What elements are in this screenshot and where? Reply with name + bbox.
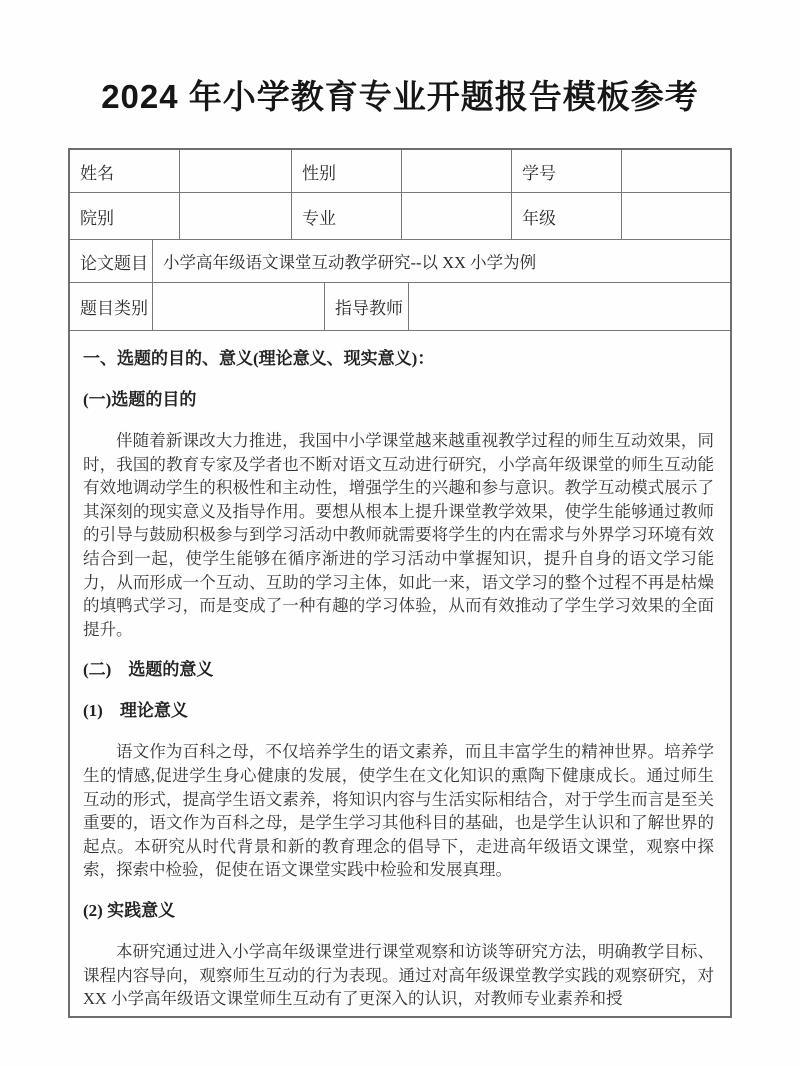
gender-value-cell (402, 150, 512, 192)
major-label: 专业 (292, 193, 402, 239)
proposal-info-table (68, 148, 732, 1018)
topic-category-label: 题目类别 (70, 283, 153, 330)
grade-label: 年级 (512, 193, 622, 239)
student-id-value-cell (622, 150, 730, 192)
table-row (70, 193, 730, 240)
grade-value-cell (622, 193, 730, 239)
name-label: 姓名 (70, 150, 180, 192)
practical-significance-heading: (2) 实践意义 (83, 900, 176, 920)
body-cell (70, 331, 730, 1016)
practical-significance-paragraph: 本研究通过进入小学高年级课堂进行课堂观察和访谈等研究方法，明确教学目标、课程内容导向，观察师生互动的行为表现。通过对高年级课堂教学实践的观察研究，对 XX 小学高年级语文课堂师生互动有了更深入的认识，对教师专业素养和授 (83, 941, 714, 1009)
major-value-cell (402, 193, 512, 239)
theoretical-significance-heading: (1) 理论意义 (83, 701, 188, 721)
section1-heading: (一)选题的目的 (83, 390, 197, 409)
table-row (70, 283, 730, 331)
advisor-label: 指导教师 (325, 283, 409, 330)
advisor-value-cell (409, 283, 730, 330)
thesis-title-label: 论文题目 (70, 240, 153, 282)
department-value-cell (180, 193, 292, 239)
gender-label: 性别 (292, 150, 402, 192)
department-label: 院别 (70, 193, 180, 239)
topic-category-value-cell (153, 283, 325, 330)
student-id-label: 学号 (512, 150, 622, 192)
section1-paragraph: 伴随着新课改大力推进，我国中小学课堂越来越重视教学过程的师生互动效果，同时，我国的教育专家及学者也不断对语文互动进行研究，小学高年级课堂的师生互动能有效地调动学生的积极性和主动性，增强学生的兴趣和参与意识。教学互动模式展示了其深刻的现实意义及指导作用。要想从根本上提升课堂教学效果，使学生能够通过教师的引导与鼓励积极参与到学习活动中教师就需要将学生的内在需求与外界学习环境有效结合到一起，使学生能够在循序渐进的学习活动中掌握知识，提升自身的语文学习能力，从而形成一个互动、互助的学习主体，如此一来，语文学习的整个过程不再是枯燥的填鸭式学习，而是变成了一种有趣的学习体验，从而有效推动了学生学习效果的全面提升。 (83, 431, 714, 639)
main-heading: 一、选题的目的、意义(理论意义、现实意义)： (83, 349, 435, 368)
section2-heading: (二) 选题的意义 (83, 660, 214, 680)
thesis-title-value: 小学高年级语文课堂互动教学研究--以 XX 小学为例 (163, 253, 537, 272)
table-row (70, 150, 730, 193)
name-value-cell (180, 150, 292, 192)
table-row (70, 240, 730, 283)
theoretical-significance-paragraph: 语文作为百科之母，不仅培养学生的语文素养，而且丰富学生的精神世界。培养学生的情感,促进学生身心健康的发展，使学生在文化知识的熏陶下健康成长。通过师生互动的形式，提高学生语文素养，将知识内容与生活实际相结合，对于学生而言是至关重要的，语文作为百科之母，是学生学习其他科目的基础，也是学生认识和了解世界的起点。本研究从时代背景和新的教育理念的倡导下，走进高年级语文课堂，观察中探索，探索中检验，促使在语文课堂实践中检验和发展真理。 (83, 742, 714, 880)
page-title: 2024 年小学教育专业开题报告模板参考 (101, 78, 699, 115)
